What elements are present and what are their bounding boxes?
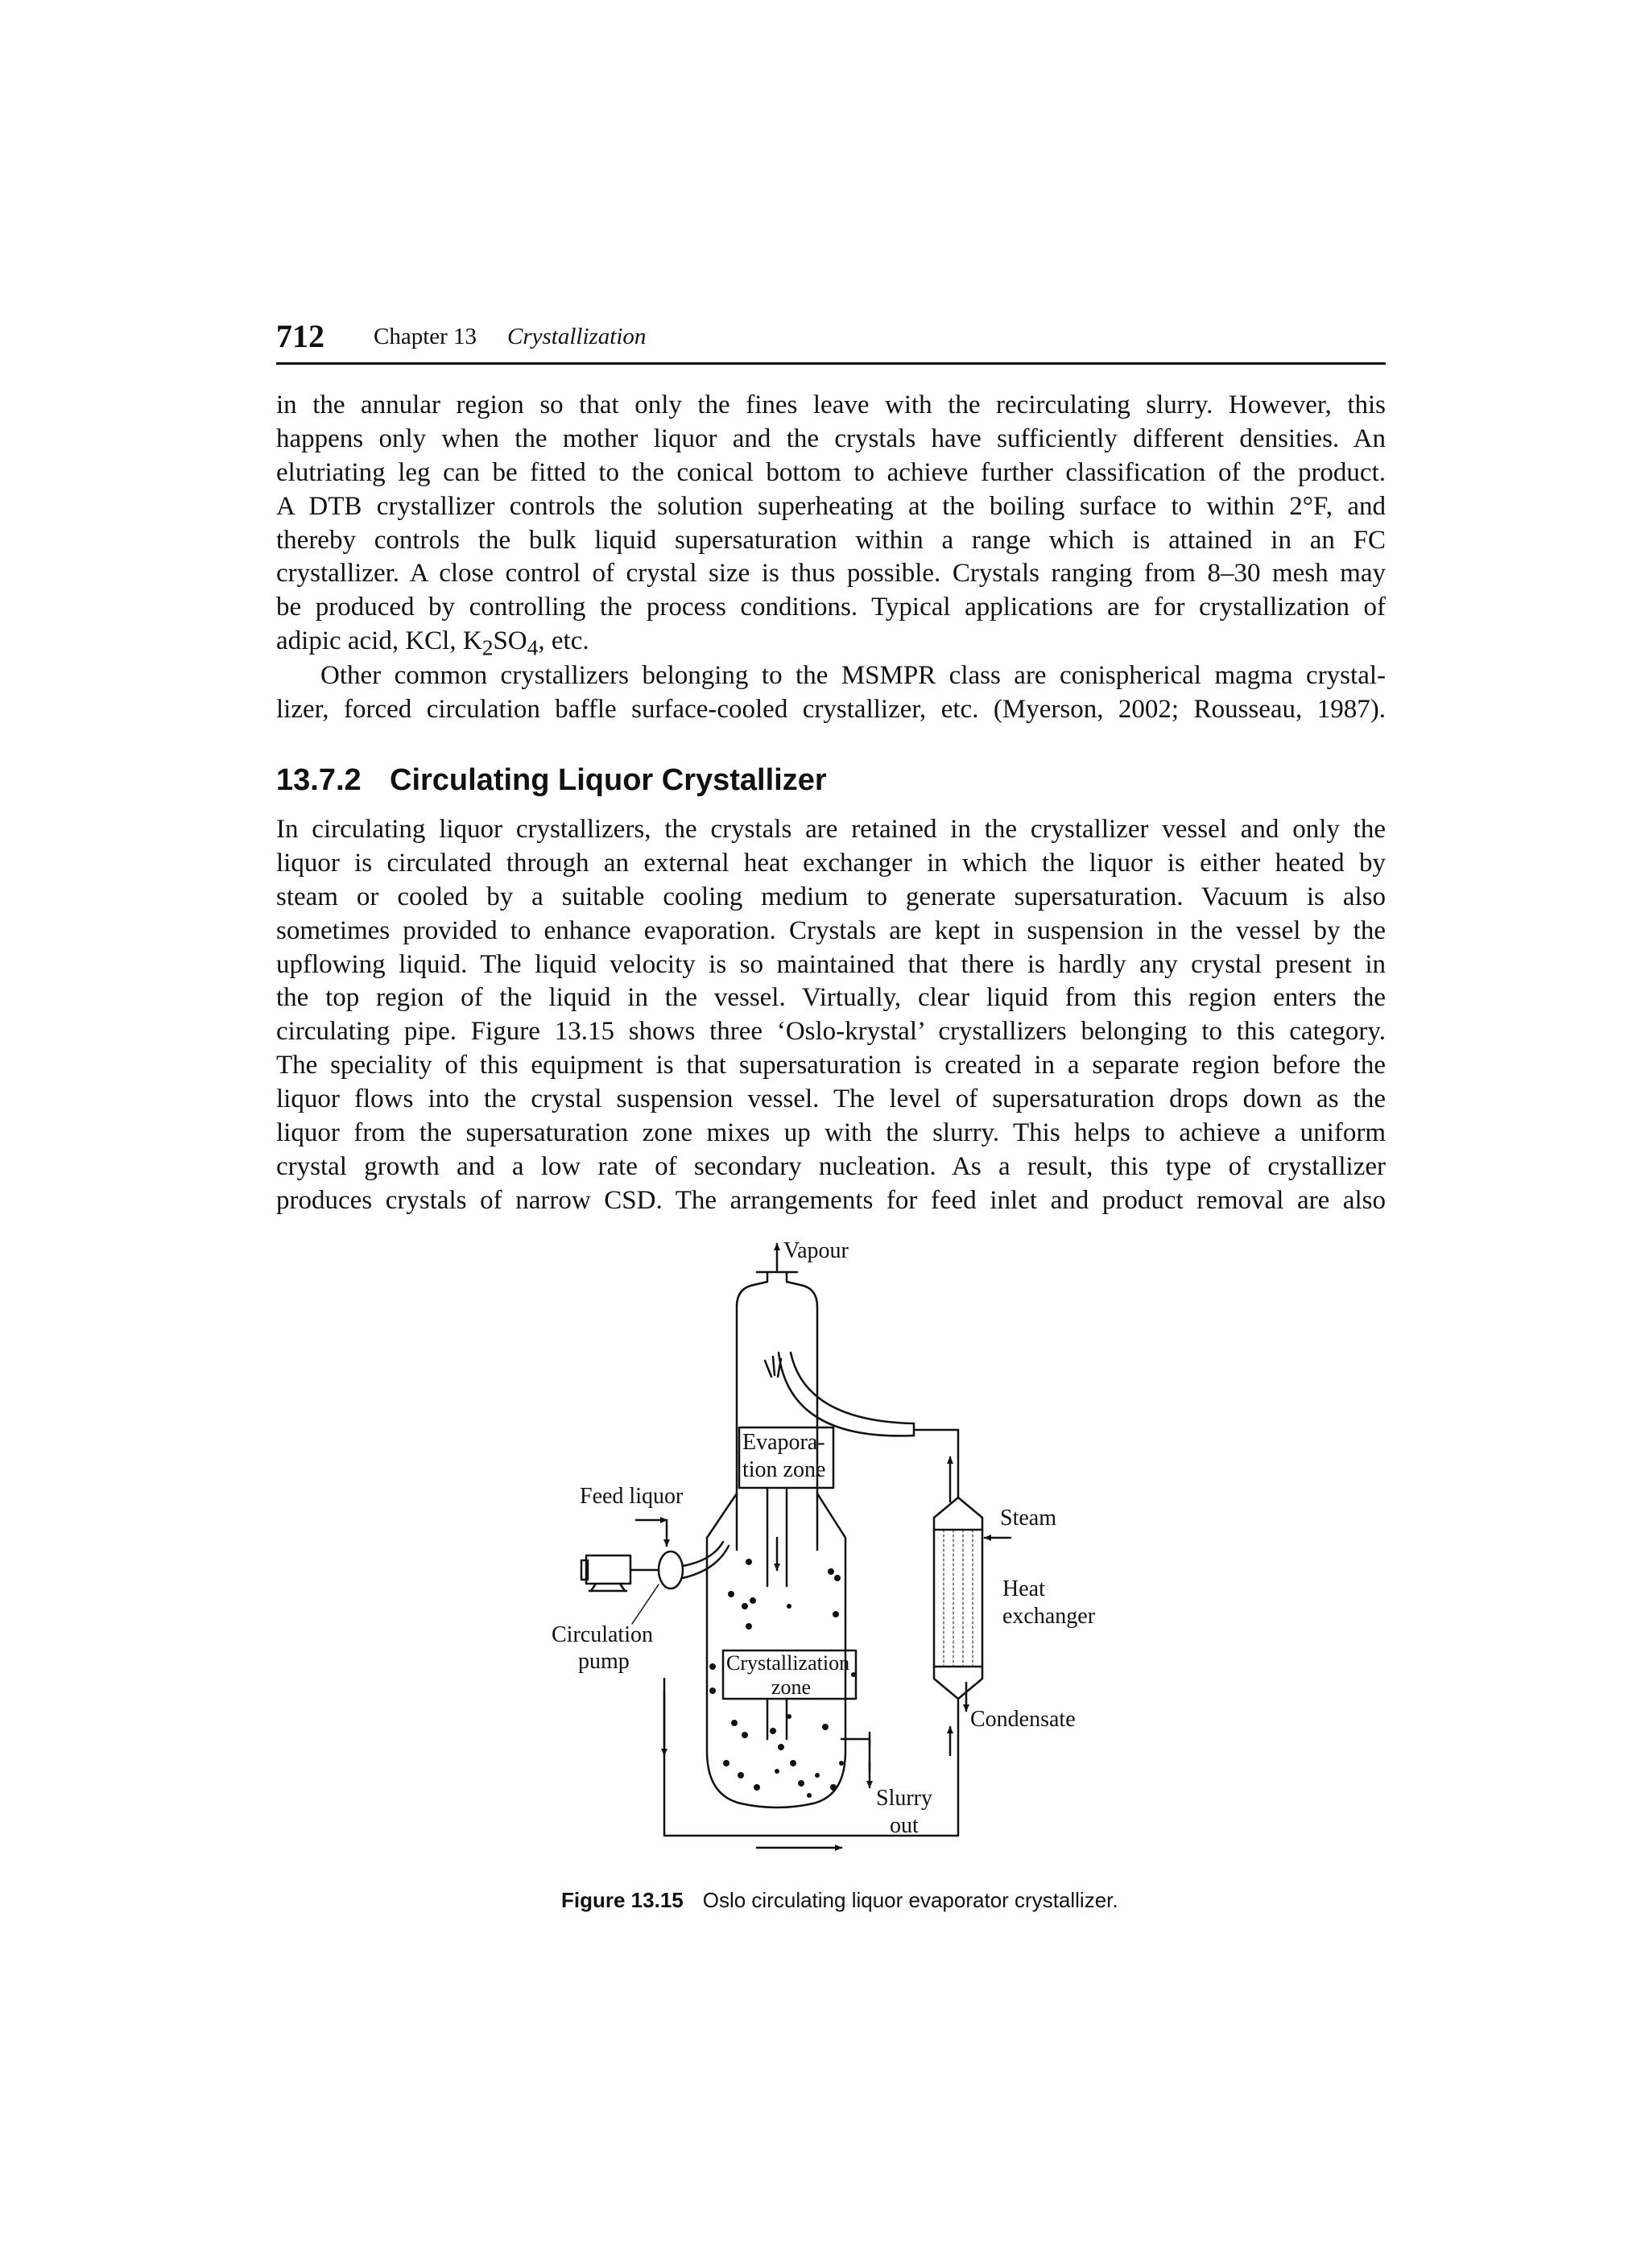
text-line: produces crystals of narrow CSD. The arrangements for feed inlet and product removal are also	[276, 1185, 1386, 1215]
text-line: upflowing liquid. The liquid velocity is so maintained that there is hardly any crystal present in	[276, 949, 1386, 979]
text-line: Other common crystallizers belonging to the MSMPR class are conispherical magma crystal-	[320, 661, 1386, 690]
text-line: the top region of the liquid in the vessel. Virtually, clear liquid from this region enters the	[276, 983, 1386, 1013]
label-evaporation-zone-2: tion zone	[742, 1457, 826, 1482]
text-fragment: SO	[493, 626, 527, 656]
subscript: 4	[527, 634, 539, 660]
label-crystallization-zone-2: zone	[771, 1675, 812, 1699]
text-fragment: adipic acid, KCl, K	[276, 626, 482, 656]
pump-outlet-flow	[683, 1546, 729, 1578]
paragraph-1	[276, 389, 1386, 659]
figure-number: Figure 13.15	[561, 1888, 684, 1912]
text-line: in the annular region so that only the fines leave with the recirculating slurry. However, this	[276, 390, 1386, 419]
label-vapour: Vapour	[783, 1238, 849, 1263]
label-steam: Steam	[1000, 1506, 1056, 1531]
chapter-title: Crystallization	[507, 324, 647, 349]
label-slurry-out-1: Slurry	[876, 1786, 932, 1811]
page-number: 712	[276, 318, 324, 354]
text-line: crystallizer. A close control of crystal size is thus possible. Crystals ranging from 8–30 mesh may	[276, 559, 1386, 589]
text-line: The speciality of this equipment is that supersaturation is created in a separate region before the	[276, 1051, 1386, 1080]
text-line: liquor is circulated through an external heat exchanger in which the liquor is either heated by	[276, 848, 1386, 878]
heat-exchanger	[934, 1498, 982, 1699]
evaporator-shell	[737, 1282, 817, 1550]
running-head	[276, 316, 1386, 365]
text-line: thereby controls the bulk liquid supersaturation within a range which is attained in an FC	[276, 525, 1386, 555]
text-line: sometimes provided to enhance evaporation. Crystals are kept in suspension in the vessel by the	[276, 915, 1386, 945]
paragraph-2	[276, 659, 1386, 727]
text-line-with-formula	[276, 625, 1386, 659]
figure-oslo-crystallizer	[515, 1240, 1127, 1860]
section-heading	[276, 763, 827, 798]
label-circulation-pump-1: Circulation	[552, 1622, 653, 1647]
section-title: Circulating Liquor Crystallizer	[390, 763, 827, 797]
label-feed-liquor: Feed liquor	[580, 1484, 684, 1509]
text-line: liquor from the supersaturation zone mixes up with the slurry. This helps to achieve a uniform	[276, 1118, 1386, 1148]
text-line: crystal growth and a low rate of secondary nucleation. As a result, this type of crystallizer	[276, 1151, 1386, 1181]
recirculation-pipe	[915, 1430, 958, 1498]
return-pipe	[664, 1679, 958, 1836]
label-heat-exchanger-1: Heat	[1002, 1576, 1045, 1601]
label-circulation-pump-2: pump	[578, 1649, 630, 1674]
text-line: elutriating leg can be fitted to the conical bottom to achieve further classification of the product.	[276, 457, 1386, 487]
figure-caption	[561, 1888, 1118, 1913]
label-evaporation-zone-1: Evapora-	[742, 1430, 825, 1455]
leader-line	[632, 1584, 659, 1624]
section-number: 13.7.2	[276, 763, 362, 797]
text-line: steam or cooled by a suitable cooling medium to generate supersaturation. Vacuum is also	[276, 882, 1386, 911]
crystallizer-diagram	[515, 1240, 1127, 1860]
circulation-pump	[581, 1551, 683, 1591]
subscript: 2	[481, 634, 494, 660]
label-condensate: Condensate	[970, 1707, 1076, 1732]
text-line: be produced by controlling the process conditions. Typical applications are for crystallization of	[276, 593, 1386, 622]
chapter-label: Chapter 13	[374, 324, 477, 349]
label-heat-exchanger-2: exchanger	[1002, 1604, 1096, 1629]
label-slurry-out-2: out	[890, 1813, 919, 1838]
text-line: liquor flows into the crystal suspension vessel. The level of supersaturation drops down as the	[276, 1084, 1386, 1114]
text-line: lizer, forced circulation baffle surface-cooled crystallizer, etc. (Myerson, 2002; Rousseau, 1987).	[276, 694, 1386, 724]
label-crystallization-zone-1: Crystallization	[726, 1651, 850, 1675]
vapour-flow-arrows	[765, 1357, 781, 1377]
text-line: happens only when the mother liquor and the crystals have sufficiently different densities. An	[276, 423, 1386, 453]
paragraph-3	[276, 813, 1386, 1218]
text-fragment: , etc.	[538, 626, 589, 656]
recirculation-pipe	[779, 1353, 914, 1436]
figure-caption-text: Oslo circulating liquor evaporator crystallizer.	[702, 1888, 1118, 1912]
text-line: A DTB crystallizer controls the solution superheating at the boiling surface to within 2°F, and	[276, 491, 1386, 521]
text-line: In circulating liquor crystallizers, the crystals are retained in the crystallizer vessel and only the	[276, 815, 1386, 844]
text-line: circulating pipe. Figure 13.15 shows three ‘Oslo-krystal’ crystallizers belonging to this category.	[276, 1017, 1386, 1047]
